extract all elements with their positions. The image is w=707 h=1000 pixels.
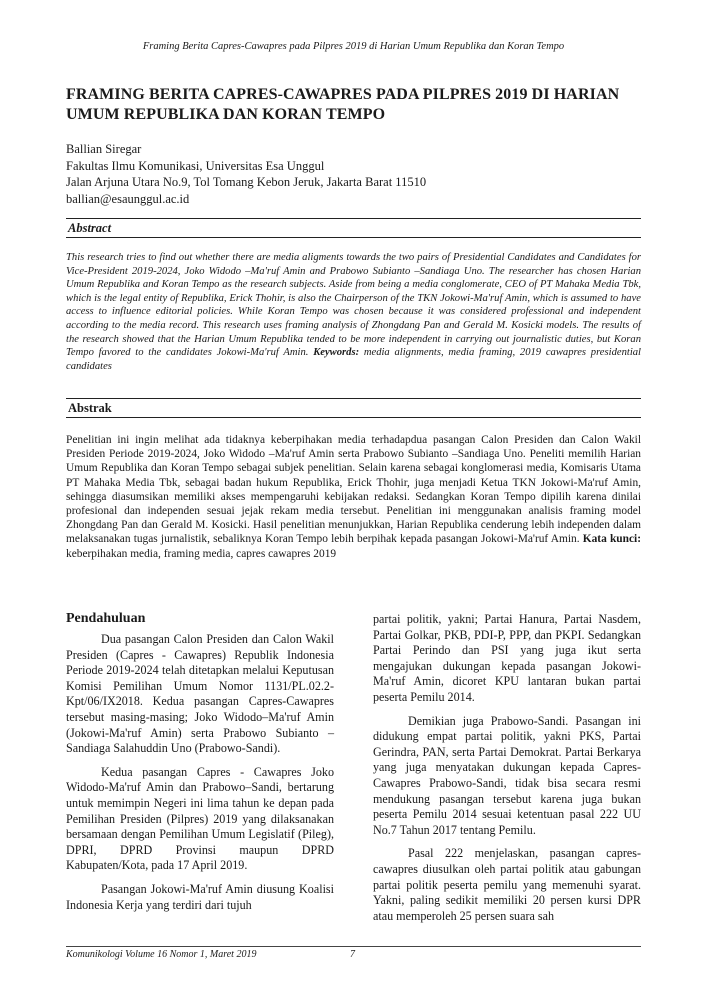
paper-title: [66, 85, 641, 125]
running-head: Framing Berita Capres-Cawapres pada Pilpres 2019 di Harian Umum Republika dan Koran Tempo: [142, 41, 565, 52]
body-paragraph: Pasal 222 menjelaskan, pasangan capres-cawapres diusulkan oleh partai politik atau gabungan partai politik peserta pemilu yang memenuhi syarat. Yakni, paling sedikit memiliki 20 persen kursi DPR atau memperoleh 25 persen suara sah: [373, 846, 641, 923]
author-block: [66, 141, 641, 207]
body-paragraph: Pasangan Jokowi-Ma'ruf Amin diusung Koalisi Indonesia Kerja yang terdiri dari tujuh: [66, 881, 334, 912]
abstrak-text: [66, 433, 641, 561]
body-column-left: [66, 610, 334, 921]
author-email[interactable]: ballian@esaunggul.ac.id: [66, 191, 190, 206]
footer-journal: Komunikologi Volume 16 Nomor 1, Maret 2019: [66, 949, 257, 960]
body-paragraph: Kedua pasangan Capres - Cawapres Joko Widodo-Ma'ruf Amin dan Prabowo–Sandi, bertarung untuk memimpin Negeri ini lima tahun ke depan pada Pemilihan Presiden (Pilpres) 2019 yang dilaksanakan bersamaan dengan Pemilihan Umum Legislatif (Pileg), DPRI, DPRD Provinsi maupun DPRD Kabupaten/Kota, pada 17 April 2019.: [66, 764, 334, 873]
author-affiliation: Fakultas Ilmu Komunikasi, Universitas Esa Unggul: [66, 158, 325, 173]
section-heading-pendahuluan: Pendahuluan: [66, 611, 146, 626]
author-address: Jalan Arjuna Utara No.9, Tol Tomang Kebon Jeruk, Jakarta Barat 11510: [66, 175, 427, 189]
page-footer: [66, 946, 641, 960]
title-line-2: UMUM REPUBLIKA DAN KORAN TEMPO: [66, 106, 386, 123]
abstrak-keywords-label: Kata kunci:: [582, 533, 641, 546]
abstract-heading: Abstract: [68, 221, 112, 235]
abstract-text: [66, 251, 641, 373]
body-paragraph: Demikian juga Prabowo-Sandi. Pasangan ini didukung empat partai politik, yakni PKS, Partai Gerindra, PAN, serta Partai Demokrat. Partai Berkarya yang juga menyatakan dukungan kepada Capres-Cawapres Prabowo-Sandi, tidak bisa secara resmi mendukung pasangan tersebut karena juga bukan peserta Pemilu 2014 sesuai ketentuan pasal 222 UU No.7 Tahun 2017 tentang Pemilu.: [373, 713, 641, 837]
abstrak-heading: Abstrak: [68, 401, 112, 415]
body-paragraph: Dua pasangan Calon Presiden dan Calon Wakil Presiden (Capres - Cawapres) Republik Indonesia Periode 2019-2024 telah ditetapkan melalui Keputusan Komisi Pemilihan Umum Nomor 1131/PL.02.2-Kpt/06/IX2018. Kedua pasangan Capres-Cawapres tersebut masing-masing; Joko Widodo–Ma'ruf Amin (Jokowi-Ma'ruf Amin) serta Prabowo Subianto –Sandiaga Salahuddin Uno (Prabowo-Sandi).: [66, 632, 334, 756]
body-column-right: [373, 612, 641, 932]
abstrak-heading-bar: [66, 398, 641, 418]
body-paragraph: partai politik, yakni; Partai Hanura, Partai Nasdem, Partai Golkar, PKB, PDI-P, PPP, dan PKPI. Sedangkan Partai Perindo dan PSI yang juga ikut serta mengajukan dukungan kepada pasangan Jokowi-Ma'ruf Amin, dicoret KPU lantaran bukan partai peserta Pemilu 2014.: [373, 612, 641, 704]
abstract-keywords-label: Keywords:: [313, 347, 360, 359]
title-line-1: FRAMING BERITA CAPRES-CAWAPRES PADA PILPRES 2019 DI HARIAN: [66, 86, 620, 103]
abstrak-body: Penelitian ini ingin melihat ada tidaknya keberpihakan media terhadapdua pasangan Calon Presiden dan Calon Wakil Presiden Periode 2019-2024, Joko Widodo –Ma'ruf Amin serta Prabowo Subianto –Sandiaga Uno. Peneliti memilih Harian Umum Republika dan Koran Tempo sebagai subjek penelitian. Selain karena sebagai konglomerasi media, Komisaris Utama PT Mahaka Media Tbk, sebagai badan hukum Republika, Erick Thohir, juga menjadi Ketua TKN Jokowi-Ma'ruf Amin, sehingga diasumsikan memiliki akses mempengaruhi kebijakan redaksi. Sedangkan Koran Tempo dipilih karena dinilai profesional dan independen sesuai jejak rekam media tersebut. Penelitian ini menggunakan analisis framing model Zhongdang Pan dan Gerald M. Kosicki. Hasil penelitian menunjukkan, Harian Republika cenderung lebih independen dalam melaksanakan tugas jurnalistik, sebaliknya Koran Tempo lebih berpihak kepada pasangan Jokowi-Ma'ruf Amin.: [66, 434, 641, 546]
abstract-body: This research tries to find out whether there are media aligments towards the two pairs of Presidential Candidates and Candidates for Vice-President 2019-2024, Joko Widodo –Ma'ruf Amin and Prabowo Subianto –Sandiaga Uno. The researcher has chosen Harian Umum Republika and Koran Tempo as the research subjects. Aside from being a media conglomerate, CEO of PT Mahaka Media Tbk, which is the legal entity of Republika, Erick Thohir, is also the Chairperson of the TKN Jokowi-Ma'ruf Amin, which is assumed to have access to influence editorial policies. While Koran Tempo was chosen because it was considered professional and independent according to the media record. This research uses framing analysis of Zhongdang Pan and Gerald M. Kosicki models. The results of the research showed that the Harian Umum Republika tended to be more independent in carrying out journalistic duties, but Koran Tempo favored to the candidates Jokowi-Ma'ruf Amin.: [66, 252, 641, 359]
abstract-keywords: media alignments, media framing, 2019 cawapres presidential candidates: [66, 347, 641, 372]
author-name: Ballian Siregar: [66, 142, 142, 156]
footer-page-number: 7: [350, 949, 355, 960]
abstrak-keywords: keberpihakan media, framing media, capres cawapres 2019: [66, 547, 337, 560]
abstract-heading-bar: [66, 218, 641, 238]
